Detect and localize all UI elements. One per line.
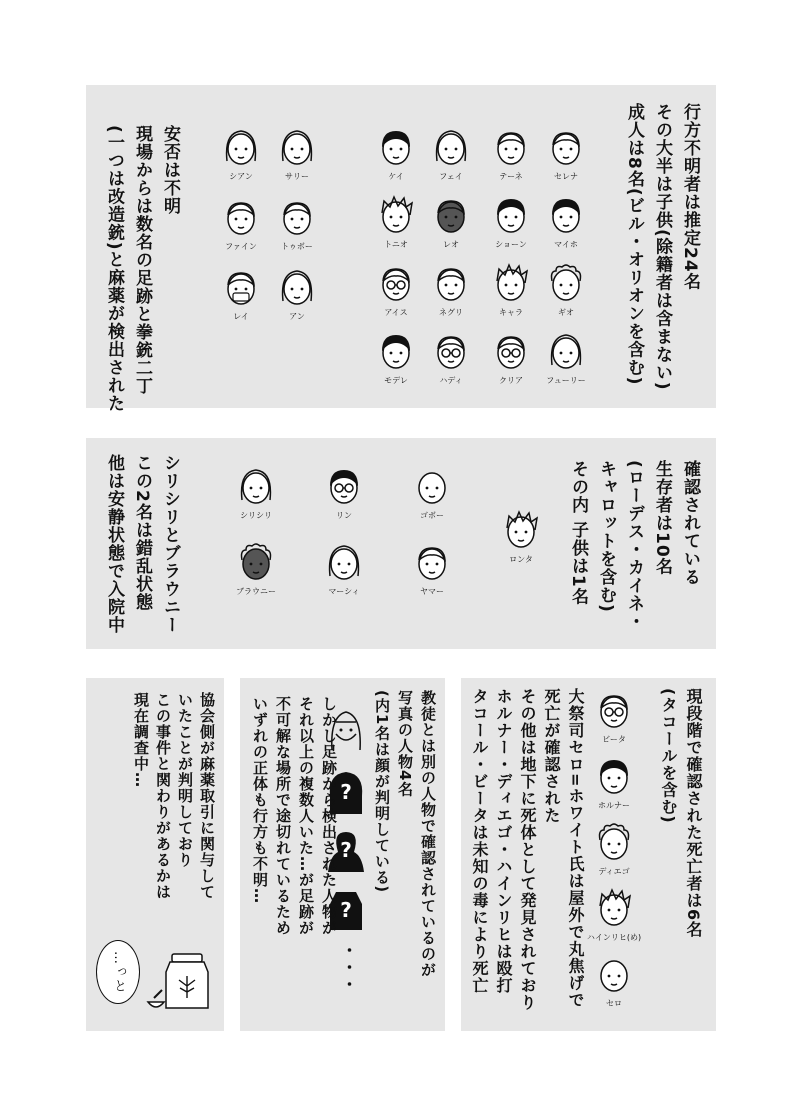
character-face-icon xyxy=(234,540,278,584)
character-name: ブラウニー xyxy=(236,587,276,596)
deaths-title: 現段階で確認された死亡者は6名 (タコールを含む) xyxy=(659,688,703,939)
character-name: トニオ xyxy=(384,240,408,249)
character-figure xyxy=(221,540,291,597)
survivors-text-right: 確認されている 生存者は10名 (ローデス・カイネ・ キャロットを含む) その内 子供は1名 xyxy=(568,460,700,631)
question-mark: ? xyxy=(340,898,352,922)
character-name: マーシィ xyxy=(328,587,360,596)
character-face-icon xyxy=(429,125,473,169)
character-face-icon xyxy=(374,261,418,305)
character-name: モデレ xyxy=(384,376,408,385)
character-figure xyxy=(309,540,379,597)
deaths-body: 大祭司セロ=ホワイト氏は屋外で丸焦げで 死亡が確認された その他は地下に死体として発見されており ホルナー・ディエゴ・ハインリヒは殴打 タコール・ビータは未知の毒により死亡 xyxy=(470,688,585,1011)
character-name: ハディ xyxy=(439,376,463,385)
character-face-icon xyxy=(219,125,263,169)
panel-deaths xyxy=(461,678,716,1031)
character-face-icon xyxy=(429,329,473,373)
speech-bubble xyxy=(96,940,140,1004)
survivors-text-left: シリシリとブラウニー この2名は錯乱状態 他は安静状態で入院中 xyxy=(104,454,180,634)
character-face-icon xyxy=(410,540,454,584)
character-figure xyxy=(262,265,332,322)
character-name: レイ xyxy=(233,312,249,321)
character-name: ネグリ xyxy=(439,308,463,317)
character-figure xyxy=(579,688,649,745)
character-figure xyxy=(531,125,601,182)
panel-unknown-persons xyxy=(240,678,445,1031)
character-name: フェイ xyxy=(439,172,463,181)
character-figure xyxy=(262,195,332,252)
character-face-icon xyxy=(544,329,588,373)
missing-text-left: 安否は不明 現場からは数名の足跡と拳銃二丁 (一つは改造銃)と麻薬が検出された xyxy=(104,125,180,413)
character-name: ホルナー xyxy=(598,801,630,810)
character-name: ケイ xyxy=(388,172,404,181)
character-face-icon xyxy=(592,886,636,930)
character-face-icon xyxy=(489,193,533,237)
character-face-icon xyxy=(592,754,636,798)
character-figure xyxy=(309,464,379,521)
character-face-icon xyxy=(410,464,454,508)
character-name: ショーン xyxy=(495,240,527,249)
character-face-icon xyxy=(219,265,263,309)
bubble-text: …っと xyxy=(111,951,126,993)
character-face-icon xyxy=(592,820,636,864)
association-text: 協会側が麻薬取引に関与して いたことが判明しており この事件と関わりがあるかは 現在調査中… xyxy=(132,692,216,900)
character-face-icon xyxy=(275,265,319,309)
unknown-text-main: 教徒とは別の人物で確認されているのが 写真の人物4名 (内1名は顔が判明している) xyxy=(373,690,437,978)
character-face-icon xyxy=(322,540,366,584)
character-name: トゥボー xyxy=(281,242,313,251)
missing-text-main: 行方不明者は推定24名 その大半は子供(除籍者は含まない) 成人は8名(ビル・オリオンを含む) xyxy=(624,103,700,391)
character-name: シアン xyxy=(229,172,253,181)
character-name: キャラ xyxy=(499,308,523,317)
character-face-icon xyxy=(374,329,418,373)
character-face-icon xyxy=(322,464,366,508)
question-mark: ? xyxy=(340,780,352,804)
character-figure xyxy=(486,508,556,565)
character-name: テーネ xyxy=(499,172,523,181)
panel-survivors xyxy=(86,438,716,649)
panel-association xyxy=(86,678,224,1031)
character-figure xyxy=(221,464,291,521)
character-figure xyxy=(579,754,649,811)
character-face-icon xyxy=(544,193,588,237)
character-name: ファイン xyxy=(225,242,257,251)
character-face-icon xyxy=(489,329,533,373)
character-name: ビータ xyxy=(602,735,626,744)
character-name: ロンタ xyxy=(509,555,533,564)
character-face-icon xyxy=(592,688,636,732)
question-mark: ? xyxy=(340,838,352,862)
character-name: フューリー xyxy=(546,376,586,385)
character-face-icon xyxy=(275,195,319,239)
character-name: レオ xyxy=(443,240,459,249)
character-figure xyxy=(397,464,467,521)
character-name: ギオ xyxy=(558,308,574,317)
character-figure xyxy=(531,193,601,250)
character-face-icon xyxy=(544,125,588,169)
character-face-icon xyxy=(592,952,636,996)
character-name: ハインリヒ(め) xyxy=(586,933,642,942)
character-name: ゴボー xyxy=(420,511,444,520)
unknown-text-body: しかし足跡から検出された人物が それ以上の複数人いた…が足跡が 不可解な場所で途切れているため いずれの正体も行方も不明… xyxy=(251,696,338,936)
character-face-icon xyxy=(374,193,418,237)
drug-jar-icon xyxy=(146,946,216,1016)
character-name: サリー xyxy=(285,172,309,181)
character-name: クリア xyxy=(499,376,523,385)
character-name: アイス xyxy=(384,308,408,317)
character-face-icon xyxy=(275,125,319,169)
character-face-icon xyxy=(489,125,533,169)
character-figure xyxy=(579,820,649,877)
character-name: アン xyxy=(289,312,305,321)
character-name: シリシリ xyxy=(240,511,272,520)
character-name: マイホ xyxy=(554,240,578,249)
character-face-icon xyxy=(544,261,588,305)
character-face-icon xyxy=(374,125,418,169)
panel-missing xyxy=(86,85,716,413)
character-name: セレナ xyxy=(554,172,578,181)
character-face-icon xyxy=(429,261,473,305)
character-face-icon xyxy=(219,195,263,239)
character-face-icon xyxy=(499,508,543,552)
character-face-icon xyxy=(489,261,533,305)
character-name: リン xyxy=(336,511,352,520)
character-figure xyxy=(531,261,601,318)
character-name: ヤマー xyxy=(420,587,444,596)
character-figure xyxy=(579,886,649,943)
character-name: ディエゴ xyxy=(598,867,630,876)
ellipsis-dots: ・・・ xyxy=(339,942,358,993)
character-figure xyxy=(262,125,332,182)
character-face-icon xyxy=(429,193,473,237)
character-name: セロ xyxy=(606,999,622,1008)
character-figure xyxy=(531,329,601,386)
character-face-icon xyxy=(234,464,278,508)
character-figure xyxy=(397,540,467,597)
character-figure xyxy=(579,952,649,1009)
